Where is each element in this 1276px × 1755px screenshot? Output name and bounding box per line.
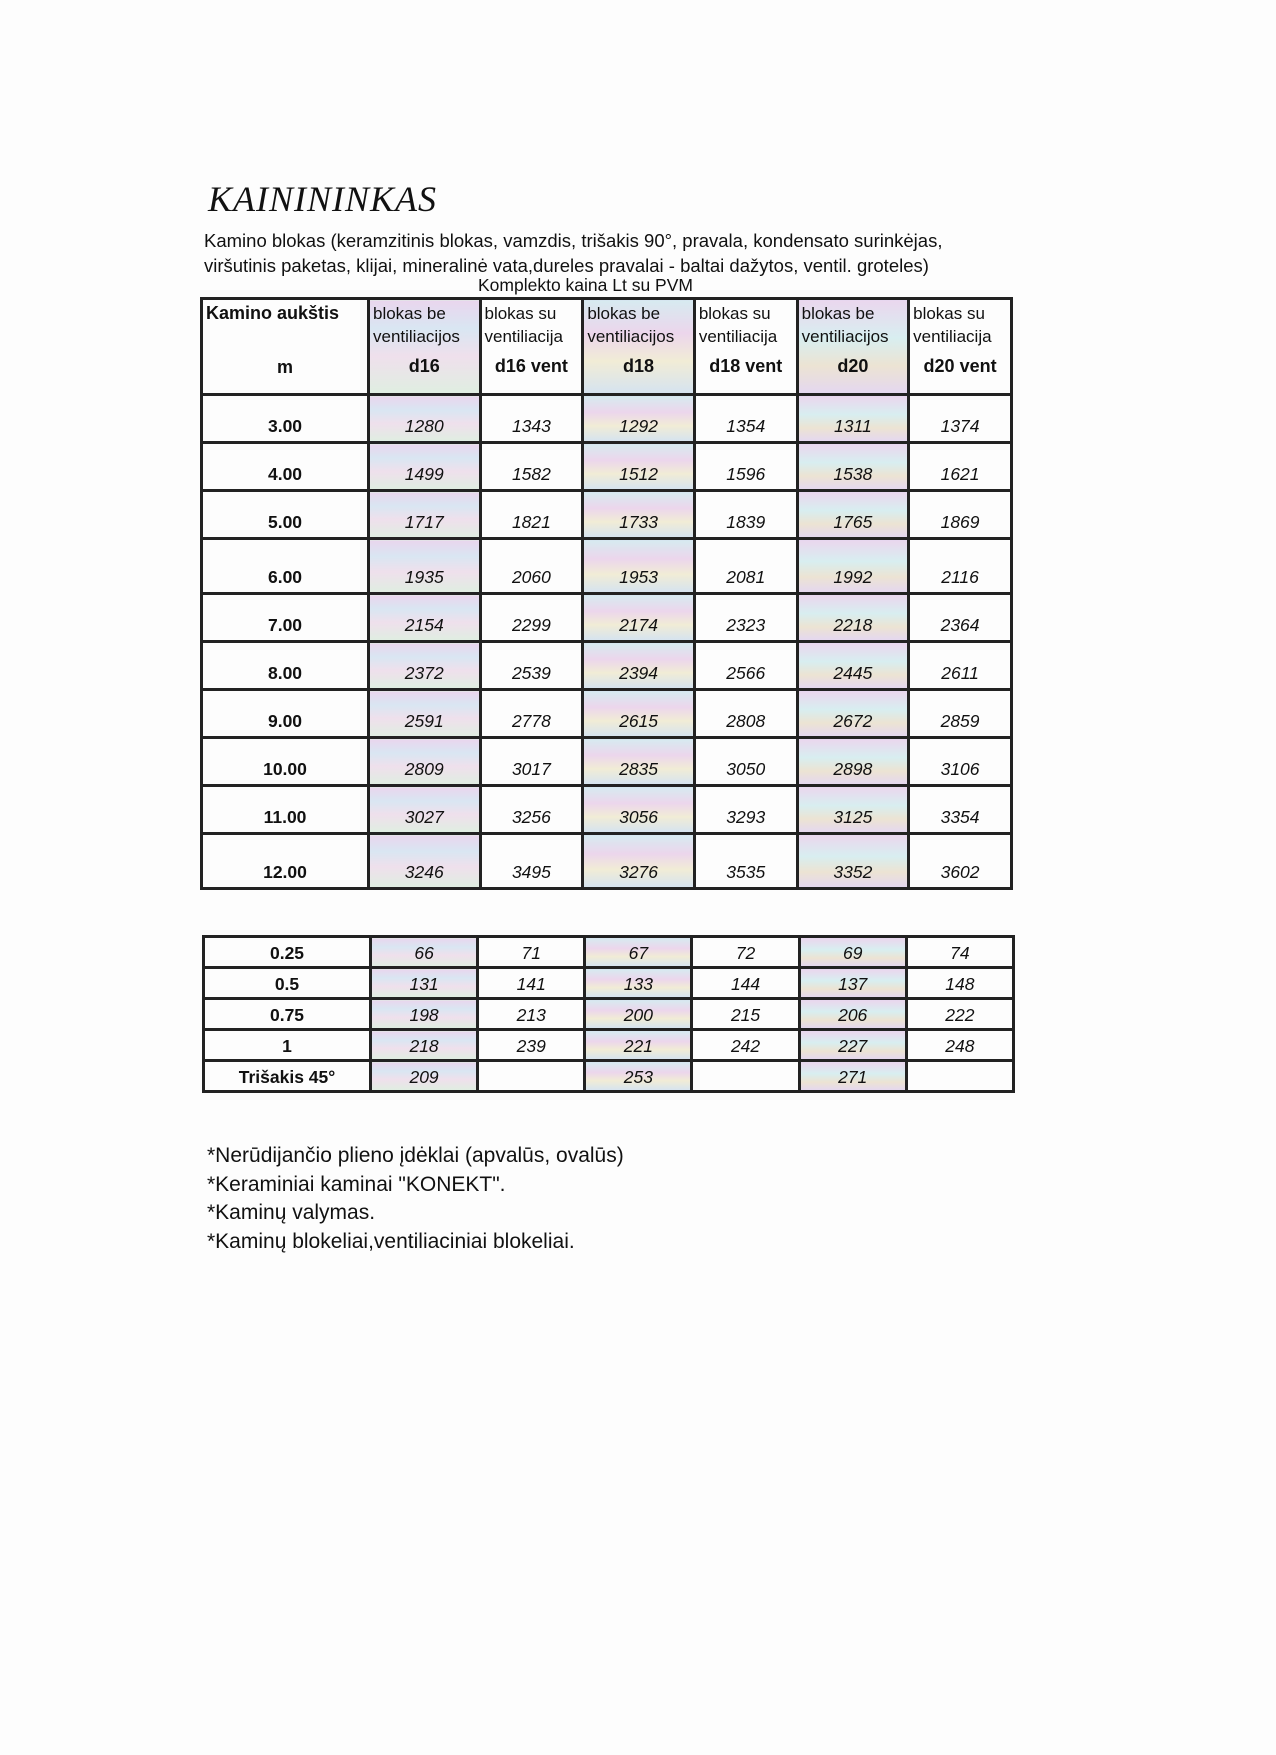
- price-cell: 131: [371, 968, 478, 999]
- row-label: Trišakis 45°: [204, 1061, 371, 1092]
- price-cell: 1292: [583, 395, 695, 443]
- price-cell: 67: [585, 937, 692, 968]
- price-cell: 2154: [369, 594, 481, 642]
- price-cell: 253: [585, 1061, 692, 1092]
- price-cell: 137: [799, 968, 906, 999]
- price-cell: 2566: [694, 642, 797, 690]
- price-cell: 1311: [797, 395, 909, 443]
- price-cell: 1280: [369, 395, 481, 443]
- price-cell: 3495: [480, 834, 583, 889]
- header-d18-vent: [694, 299, 797, 395]
- price-cell: 1839: [694, 491, 797, 539]
- price-cell: [478, 1061, 585, 1092]
- row-label: 0.5: [204, 968, 371, 999]
- price-cell: 2672: [797, 690, 909, 738]
- header-d16: [369, 299, 481, 395]
- table-row: [202, 642, 1012, 690]
- price-cell: 144: [692, 968, 799, 999]
- price-cell: 1354: [694, 395, 797, 443]
- price-cell: 3293: [694, 786, 797, 834]
- row-label: 0.75: [204, 999, 371, 1030]
- price-cell: 141: [478, 968, 585, 999]
- price-cell: 1717: [369, 491, 481, 539]
- table-row: [202, 834, 1012, 889]
- price-cell: 2835: [583, 738, 695, 786]
- parts-table: [202, 935, 1015, 1093]
- price-cell: 248: [906, 1030, 1013, 1061]
- note-item: *Kaminų valymas.: [207, 1201, 376, 1224]
- header-col-label: blokas su ventiliacija: [913, 304, 992, 346]
- price-cell: 2808: [694, 690, 797, 738]
- header-d18: [583, 299, 695, 395]
- header-col-code: d20: [837, 356, 869, 376]
- price-cell: 74: [906, 937, 1013, 968]
- header-col-code: d16: [408, 356, 440, 376]
- price-cell: [692, 1061, 799, 1092]
- price-cell: 2323: [694, 594, 797, 642]
- price-cell: 1953: [583, 539, 695, 594]
- price-cell: 2116: [909, 539, 1012, 594]
- price-cell: 3602: [909, 834, 1012, 889]
- price-cell: 1499: [369, 443, 481, 491]
- price-cell: 198: [371, 999, 478, 1030]
- header-col-code: d18: [623, 356, 655, 376]
- row-label: 4.00: [202, 443, 369, 491]
- header-col-label: blokas su ventiliacija: [698, 304, 778, 346]
- price-cell: 221: [585, 1030, 692, 1061]
- price-cell: 200: [585, 999, 692, 1030]
- price-cell: 3352: [797, 834, 909, 889]
- price-cell: 1582: [480, 443, 583, 491]
- price-cell: 1765: [797, 491, 909, 539]
- price-cell: 1992: [797, 539, 909, 594]
- description: [204, 228, 1004, 278]
- price-cell: 2591: [369, 690, 481, 738]
- price-cell: 2539: [480, 642, 583, 690]
- price-cell: 2859: [909, 690, 1012, 738]
- price-cell: 215: [692, 999, 799, 1030]
- price-cell: 1733: [583, 491, 695, 539]
- note-item: *Keraminiai kaminai "KONEKT".: [207, 1172, 506, 1196]
- price-cell: 3246: [369, 834, 481, 889]
- price-cell: 3027: [369, 786, 481, 834]
- row-label: 6.00: [202, 539, 369, 594]
- header-col-label: blokas su ventiliacija: [484, 304, 563, 346]
- header-col-label: blokas be ventiliacijos: [587, 304, 675, 346]
- row-label: 5.00: [202, 491, 369, 539]
- price-cell: 2809: [369, 738, 481, 786]
- description-line: Kamino blokas (keramzitinis blokas, vamzdis, trišakis 90°, pravala, kondensato surinkėjas,: [204, 230, 943, 251]
- header-col-label: blokas be ventiliacijos: [801, 304, 889, 346]
- price-cell: 1821: [480, 491, 583, 539]
- note-item: *Nerūdijančio plieno įdėklai (apvalūs, ovalūs): [207, 1144, 624, 1167]
- row-label: 10.00: [202, 738, 369, 786]
- price-cell: 3056: [583, 786, 695, 834]
- header-col-code: d16 vent: [494, 356, 568, 376]
- header-d20-vent: [909, 299, 1012, 395]
- row-label: 3.00: [202, 395, 369, 443]
- notes: [207, 1142, 624, 1256]
- table-row: [204, 1061, 1014, 1092]
- price-cell: [906, 1061, 1013, 1092]
- table-row: [202, 738, 1012, 786]
- header-height: [202, 299, 369, 395]
- header-height-label: Kamino aukštis: [206, 303, 340, 323]
- price-cell: 1374: [909, 395, 1012, 443]
- table-row: [202, 786, 1012, 834]
- price-cell: 1343: [480, 395, 583, 443]
- price-cell: 213: [478, 999, 585, 1030]
- description-line: viršutinis paketas, klijai, mineralinė vata,dureles pravalai - baltai dažytos, ventil. groteles): [204, 255, 929, 276]
- price-cell: 1869: [909, 491, 1012, 539]
- price-cell: 1935: [369, 539, 481, 594]
- table-row: [202, 594, 1012, 642]
- price-cell: 3050: [694, 738, 797, 786]
- row-label: 9.00: [202, 690, 369, 738]
- price-subtitle: Komplekto kaina Lt su PVM: [478, 275, 693, 295]
- price-cell: 71: [478, 937, 585, 968]
- row-label: 0.25: [204, 937, 371, 968]
- header-col-label: blokas be ventiliacijos: [373, 304, 460, 346]
- row-label: 12.00: [202, 834, 369, 889]
- header-d20: [797, 299, 909, 395]
- table-row: [202, 491, 1012, 539]
- price-cell: 2615: [583, 690, 695, 738]
- price-cell: 2611: [909, 642, 1012, 690]
- price-cell: 133: [585, 968, 692, 999]
- price-cell: 222: [906, 999, 1013, 1030]
- price-cell: 148: [906, 968, 1013, 999]
- price-cell: 2898: [797, 738, 909, 786]
- price-cell: 66: [371, 937, 478, 968]
- price-cell: 2364: [909, 594, 1012, 642]
- table-row: [202, 690, 1012, 738]
- table-row: [202, 443, 1012, 491]
- row-label: 11.00: [202, 786, 369, 834]
- price-cell: 72: [692, 937, 799, 968]
- price-cell: 1538: [797, 443, 909, 491]
- price-cell: 1596: [694, 443, 797, 491]
- price-cell: 2174: [583, 594, 695, 642]
- price-cell: 227: [799, 1030, 906, 1061]
- price-cell: 2445: [797, 642, 909, 690]
- row-label: 8.00: [202, 642, 369, 690]
- price-cell: 209: [371, 1061, 478, 1092]
- price-cell: 3017: [480, 738, 583, 786]
- price-cell: 1512: [583, 443, 695, 491]
- price-cell: 3535: [694, 834, 797, 889]
- header-d16-vent: [480, 299, 583, 395]
- price-cell: 69: [799, 937, 906, 968]
- table-row: [202, 395, 1012, 443]
- table-row: [202, 539, 1012, 594]
- price-cell: 2081: [694, 539, 797, 594]
- header-col-code: d18 vent: [709, 356, 783, 376]
- row-label: 1: [204, 1030, 371, 1061]
- table-row: [204, 1030, 1014, 1061]
- price-cell: 2778: [480, 690, 583, 738]
- row-label: 7.00: [202, 594, 369, 642]
- price-cell: 3106: [909, 738, 1012, 786]
- price-cell: 3276: [583, 834, 695, 889]
- price-cell: 3125: [797, 786, 909, 834]
- price-cell: 2394: [583, 642, 695, 690]
- price-cell: 2218: [797, 594, 909, 642]
- price-cell: 2299: [480, 594, 583, 642]
- table-row: [204, 999, 1014, 1030]
- price-cell: 271: [799, 1061, 906, 1092]
- header-col-code: d20 vent: [923, 356, 997, 376]
- price-cell: 239: [478, 1030, 585, 1061]
- price-cell: 3256: [480, 786, 583, 834]
- table-header-row: [202, 299, 1012, 395]
- table-row: [204, 968, 1014, 999]
- price-cell: 218: [371, 1030, 478, 1061]
- header-unit: m: [276, 357, 293, 377]
- price-cell: 2372: [369, 642, 481, 690]
- price-cell: 3354: [909, 786, 1012, 834]
- page-title: KAINININKAS: [208, 179, 438, 219]
- table-row: [204, 937, 1014, 968]
- price-cell: 2060: [480, 539, 583, 594]
- price-cell: 1621: [909, 443, 1012, 491]
- price-table: [200, 297, 1013, 890]
- price-cell: 242: [692, 1030, 799, 1061]
- price-cell: 206: [799, 999, 906, 1030]
- note-item: *Kaminų blokeliai,ventiliaciniai blokeliai.: [207, 1229, 575, 1253]
